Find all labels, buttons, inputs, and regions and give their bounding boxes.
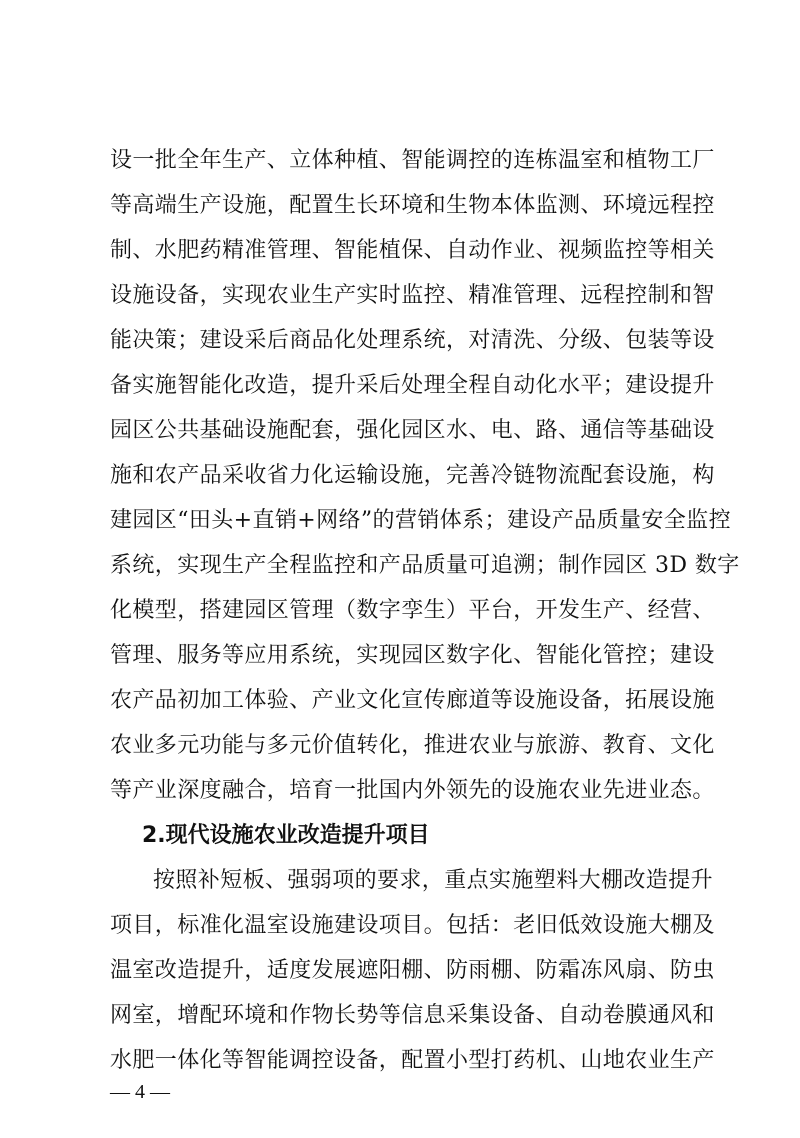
paragraph-line: 设一批全年生产、立体种植、智能调控的连栋温室和植物工厂 <box>110 148 715 173</box>
paragraph-line: 设施设备，实现农业生产实时监控、精准管理、远程控制和智 <box>110 283 715 308</box>
section-heading: 2.现代设施农业改造提升项目 <box>142 823 430 848</box>
paragraph-line: 等产业深度融合，培育一批国内外领先的设施农业先进业态。 <box>110 778 715 803</box>
paragraph-line: 按照补短板、强弱项的要求，重点实施塑料大棚改造提升 <box>153 868 714 893</box>
paragraph-line: 能决策；建设采后商品化处理系统，对清洗、分级、包装等设 <box>110 328 715 353</box>
page-number: — 4 — <box>110 1081 170 1103</box>
paragraph-line: 系统，实现生产全程监控和产品质量可追溯；制作园区 3D 数字 <box>110 553 740 578</box>
paragraph-line: 农产品初加工体验、产业文化宣传廊道等设施设备，拓展设施 <box>110 688 715 713</box>
paragraph-line: 化模型，搭建园区管理（数字孪生）平台，开发生产、经营、 <box>110 598 715 623</box>
paragraph-line: 管理、服务等应用系统，实现园区数字化、智能化管控；建设 <box>110 643 715 668</box>
paragraph-line: 施和农产品采收省力化运输设施，完善冷链物流配套设施，构 <box>110 463 715 488</box>
paragraph-line: 建园区“田头+直销+网络”的营销体系；建设产品质量安全监控 <box>110 508 731 533</box>
paragraph-line: 温室改造提升，适度发展遮阳棚、防雨棚、防霜冻风扇、防虫 <box>110 958 715 983</box>
paragraph-line: 园区公共基础设施配套，强化园区水、电、路、通信等基础设 <box>110 418 715 443</box>
paragraph-line: 项目，标准化温室设施建设项目。包括：老旧低效设施大棚及 <box>110 913 715 938</box>
paragraph-line: 等高端生产设施，配置生长环境和生物本体监测、环境远程控 <box>110 193 715 218</box>
paragraph-line: 网室，增配环境和作物长势等信息采集设备、自动卷膜通风和 <box>110 1003 715 1028</box>
paragraph-line: 制、水肥药精准管理、智能植保、自动作业、视频监控等相关 <box>110 238 715 263</box>
paragraph-line: 农业多元功能与多元价值转化，推进农业与旅游、教育、文化 <box>110 733 715 758</box>
paragraph-line: 备实施智能化改造，提升采后处理全程自动化水平；建设提升 <box>110 373 715 398</box>
paragraph-line: 水肥一体化等智能调控设备，配置小型打药机、山地农业生产 <box>110 1048 715 1073</box>
